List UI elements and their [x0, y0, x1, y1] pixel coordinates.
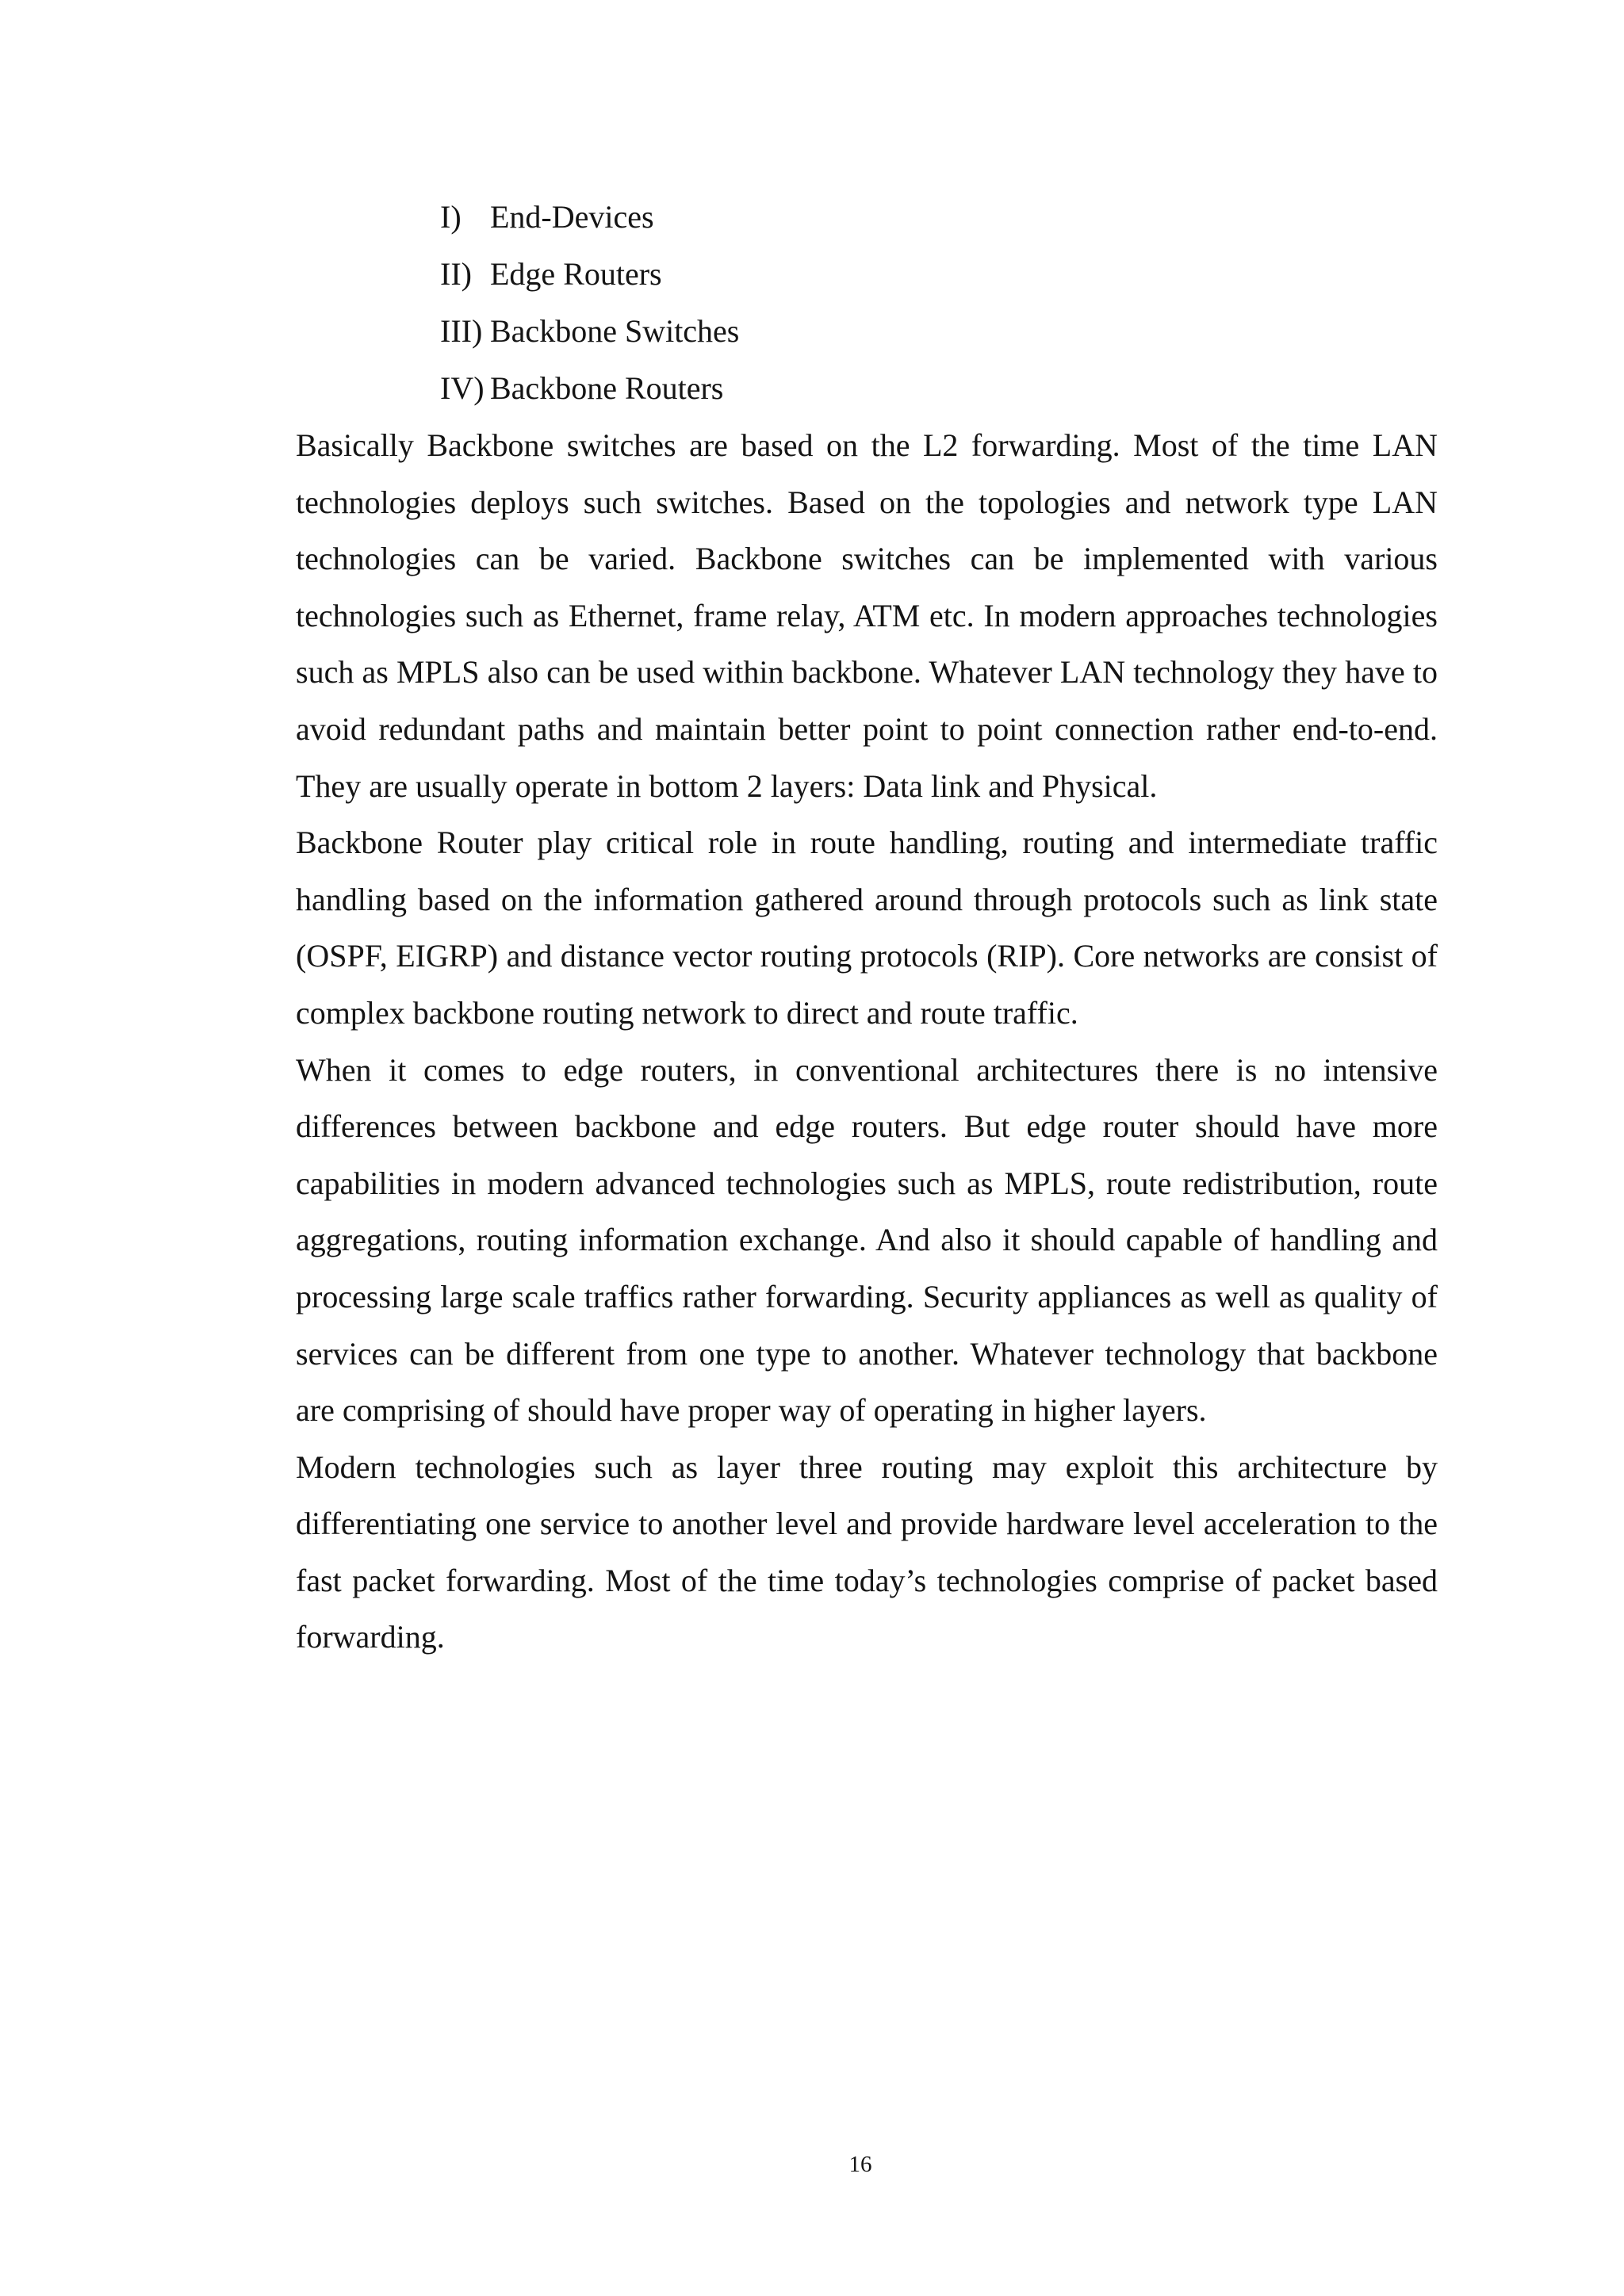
list-item	[440, 246, 1154, 303]
list-marker: IV)	[440, 370, 485, 406]
device-list	[440, 189, 1154, 417]
list-item	[440, 189, 1154, 246]
list-item	[440, 303, 1154, 360]
page-number: 16	[848, 2152, 872, 2177]
list-item-text: End-Devices	[490, 199, 654, 235]
list-item-text: Edge Routers	[490, 256, 662, 292]
paragraph-backbone-switches: Basically Backbone switches are based on the L2 forwarding. Most of the time LAN technologies deploys such switches. Based on the topologies and network type LAN technologies can be varied. Backbone switches can be implemented with various technologies such as Ethernet, frame relay, ATM etc. In modern approaches technologies such as MPLS also can be used within backbone. Whatever LAN technology they have to avoid redundant paths and maintain better point to point connection rather end-to-end. They are usually operate in bottom 2 layers: Data link and Physical.	[296, 427, 1438, 804]
paragraph-edge-routers: When it comes to edge routers, in conventional architectures there is no intensive differences between backbone and edge routers. But edge router should have more capabilities in modern advanced technologies such as MPLS, route redistribution, route aggregations, routing information exchange. And also it should capable of handling and processing large scale traffics rather forwarding. Security appliances as well as quality of services can be different from one type to another. Whatever technology that backbone are comprising of should have proper way of operating in higher layers.	[296, 1051, 1438, 1429]
list-marker: III)	[440, 313, 483, 349]
list-marker: I)	[440, 199, 462, 235]
paragraph-backbone-router: Backbone Router play critical role in route handling, routing and intermediate traffic handling based on the information gathered around through protocols such as link state (OSPF, EIGRP) and distance vector routing protocols (RIP). Core networks are consist of complex backbone routing network to direct and route traffic.	[296, 825, 1438, 1031]
list-item-text: Backbone Routers	[490, 370, 724, 406]
paragraph-modern-technologies: Modern technologies such as layer three routing may exploit this architecture by differentiating one service to another level and provide hardware level acceleration to the fast packet forwarding. Most of the time today’s technologies comprise of packet based forwarding.	[296, 1448, 1438, 1655]
body-text	[296, 417, 1438, 1666]
list-marker: II)	[440, 256, 472, 292]
list-item	[440, 360, 1154, 417]
list-item-text: Backbone Switches	[490, 313, 740, 349]
